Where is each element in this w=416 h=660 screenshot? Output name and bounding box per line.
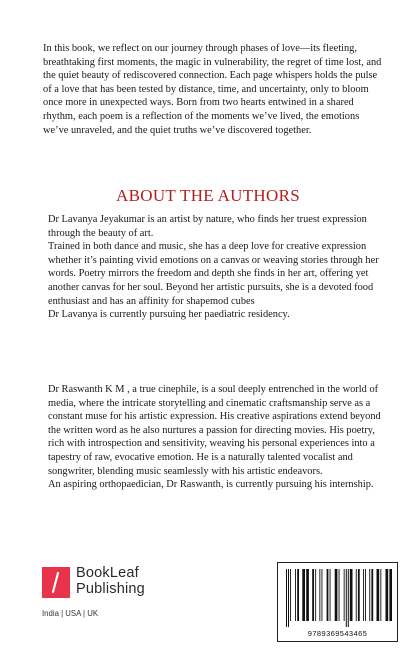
publisher-name-line1: BookLeaf	[76, 565, 139, 581]
bio-paragraph: Dr Lavanya is currently pursuing her paediatric residency.	[48, 309, 290, 321]
about-authors-heading: ABOUT THE AUTHORS	[116, 186, 300, 205]
author-bio-raswanth	[48, 383, 383, 492]
isbn-barcode	[277, 562, 398, 642]
bio-paragraph: An aspiring orthopaedician, Dr Raswanth, is currently pursuing his internship.	[48, 479, 374, 491]
publisher-name-line2: Publishing	[76, 581, 145, 597]
publisher-regions: India | USA | UK	[42, 609, 99, 618]
bio-paragraph: Trained in both dance and music, she has a deep love for creative expression	[48, 241, 367, 253]
slash-icon	[42, 567, 70, 598]
author-bio-lavanya	[48, 213, 383, 322]
barcode-icon	[284, 569, 392, 627]
publisher-logo-mark	[42, 567, 70, 598]
publisher-logo	[42, 565, 192, 645]
book-blurb: In this book, we reflect on our journey through phases of love—its fleeting, breathtaking first moments, the magic in vulnerability, the regret of time lost, and the quiet beauty of rediscovered connection. Each page whispers holds the pulse of a love that has been tested by distance, time, and uncertainty, only to bloom once more in unexpected ways. Born from two hearts entwined in a shared rhythm, each poem is a reflection of the moments we’ve lived, the emotions we’ve unraveled, and the quiet truths we’ve discovered together.	[43, 43, 382, 136]
bio-paragraph: Dr Raswanth K M , a true cinephile, is a soul deeply entrenched in the world of media, where the intricate storytelling and cinematic craftsmanship serve as a constant muse for his artistic expression. His creative aspirations extend beyond the written word as he also nurtures a passion for directing movies. His poetry, rich with introspection and sensitivity, weaving his personal experiences into a tapestry of raw, evocative emotion. He is a naturally talented vocalist and songwriter, blending music seamlessly with his artistic endeavors.	[48, 384, 381, 477]
isbn-number: 9789369543465	[307, 629, 368, 638]
bio-paragraph: whether it’s painting vivid emotions on a canvas or weaving stories through her words. Poetry mirrors the freedom and depth she finds in her art, offering yet another canvas for her soul. Beyond her artistic pursuits, she is a devoted food enthusiast and has an affinity for shapemod cubes	[48, 254, 379, 307]
publisher-name	[76, 565, 145, 597]
bio-paragraph: Dr Lavanya Jeyakumar is an artist by nature, who finds her truest expression through the beauty of art.	[48, 214, 367, 239]
